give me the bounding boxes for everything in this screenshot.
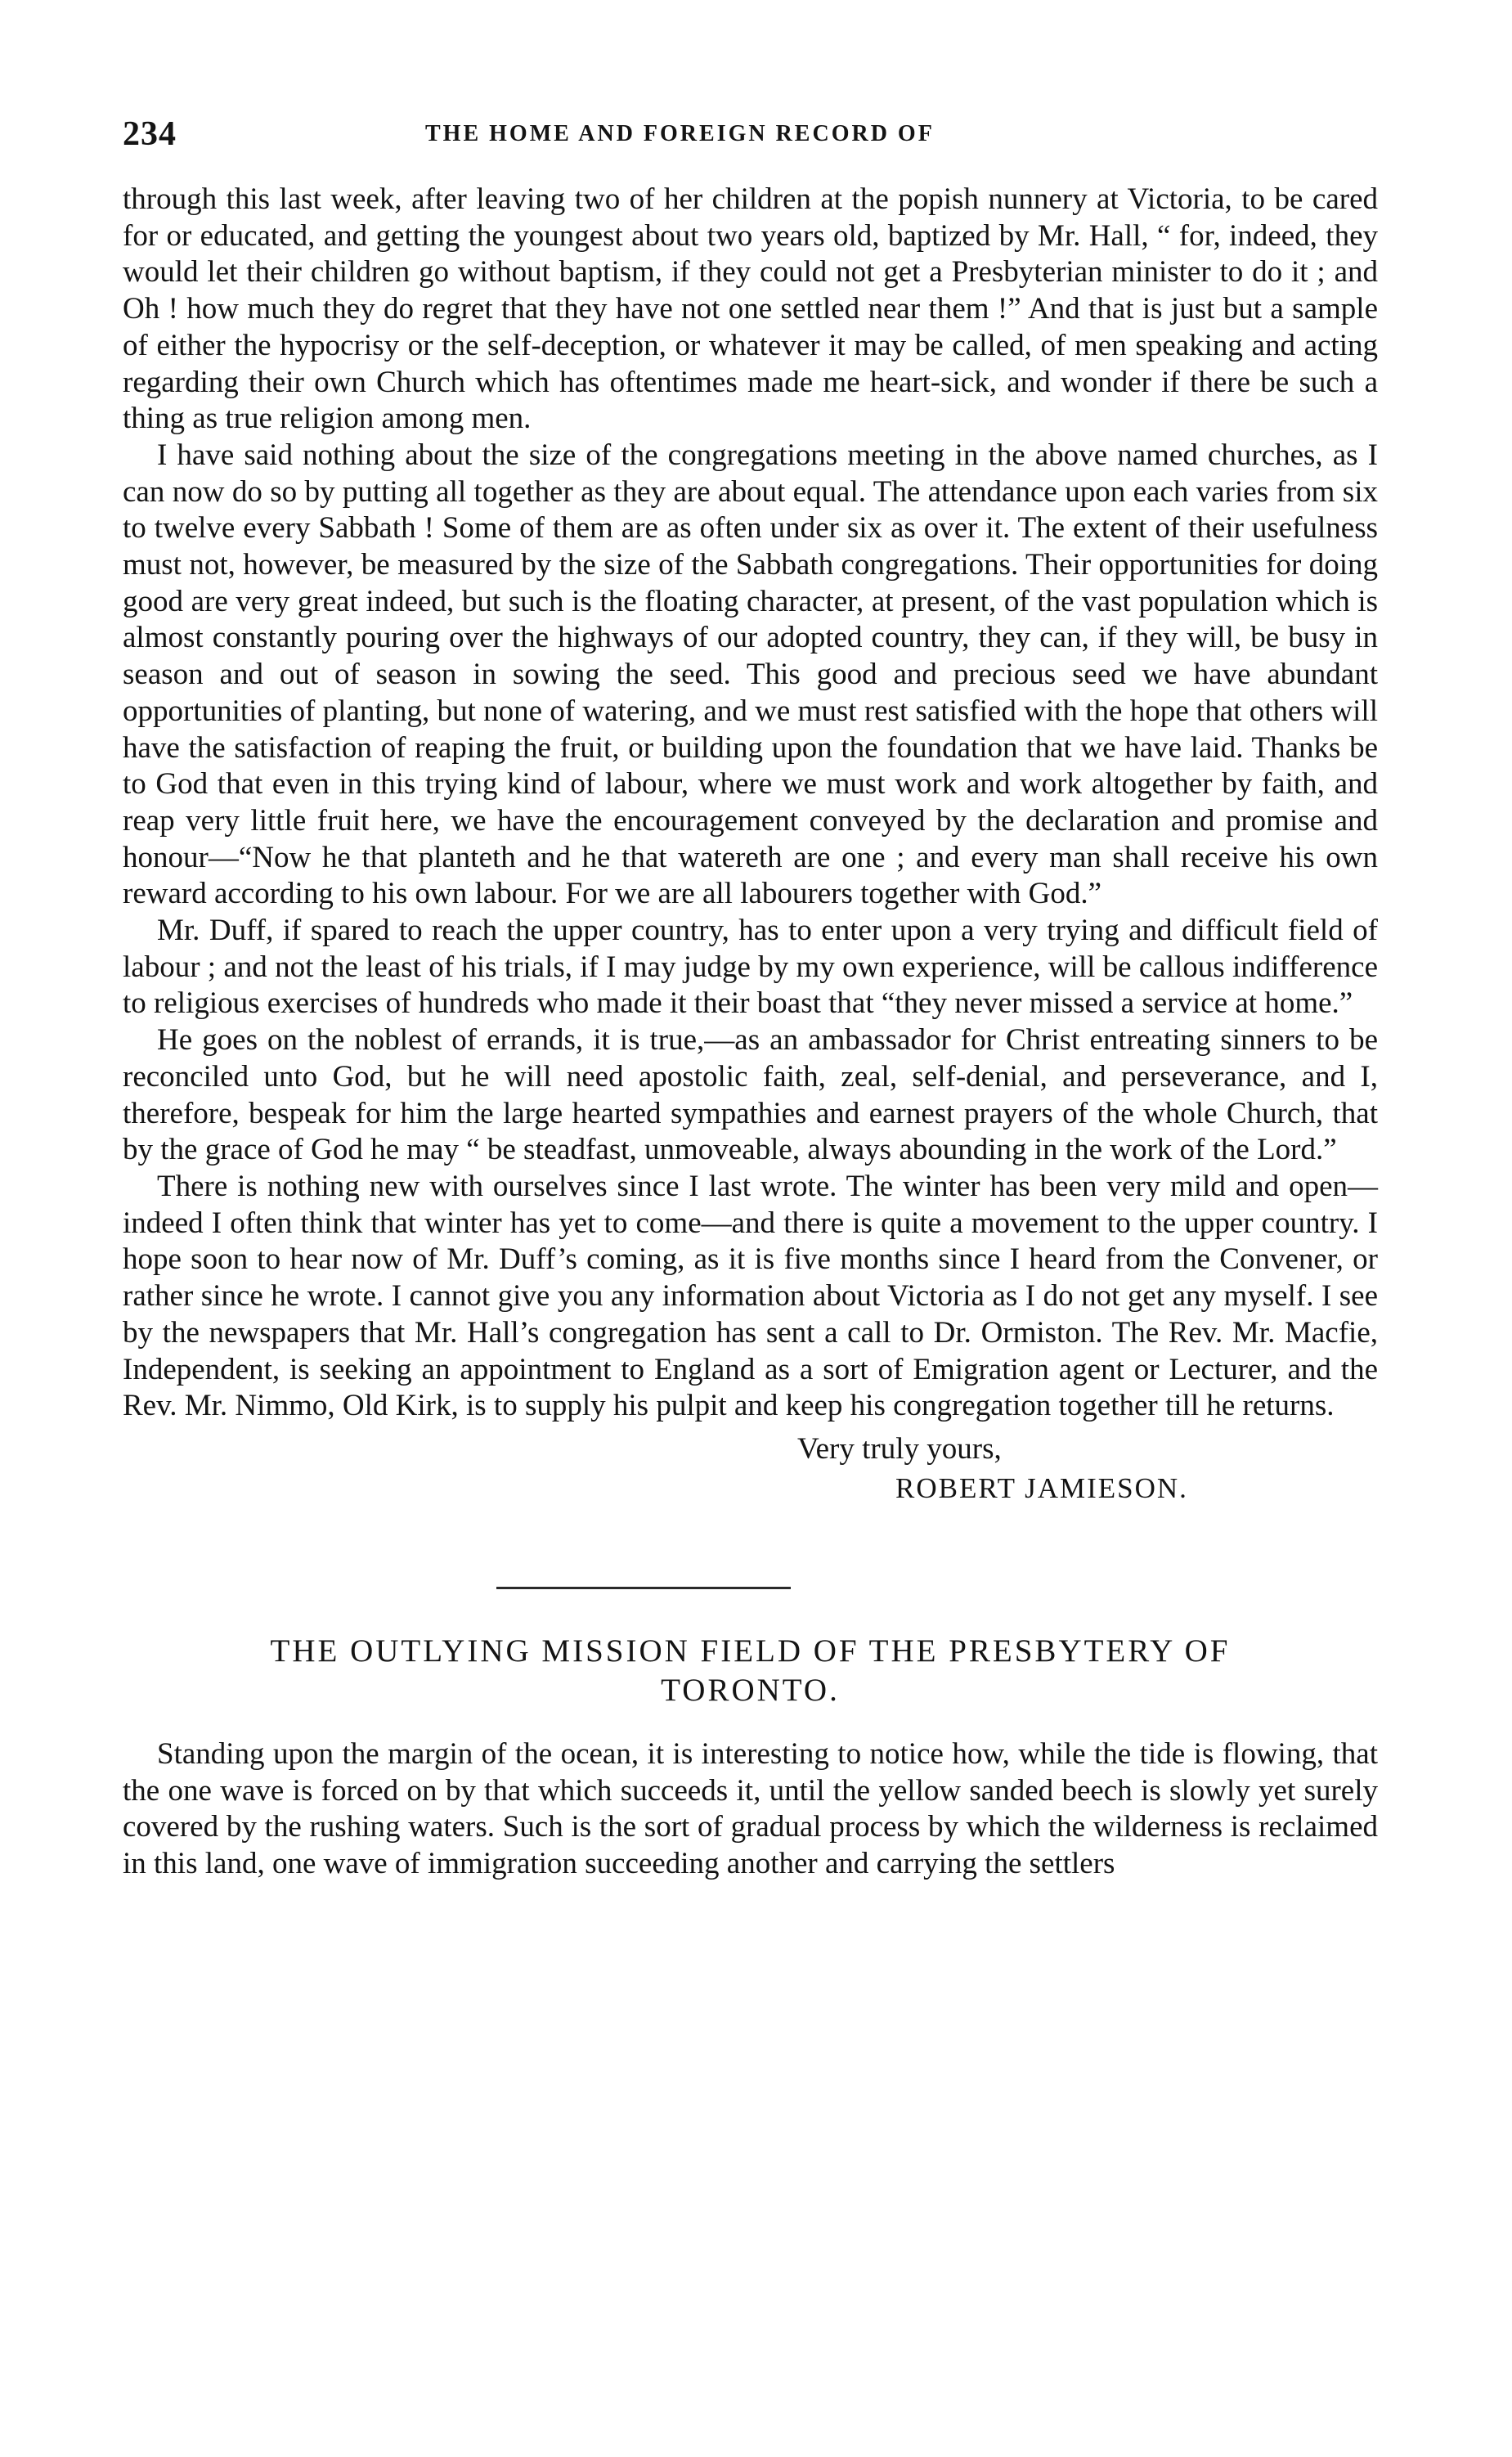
section-heading-line-1: THE OUTLYING MISSION FIELD OF THE PRESBYTERY OF — [270, 1633, 1231, 1669]
page-number: 234 — [123, 115, 177, 153]
running-header — [123, 115, 1378, 164]
section-paragraph-1: Standing upon the margin of the ocean, it is interesting to notice how, while the tide is flowing, that the one wave is forced on by that which succeeds it, until the yellow sanded beech is slowly yet surely covered by the rushing waters. Such is the sort of gradual process by which the wilderness is reclaimed in this land, one wave of immigration succeeding another and carrying the settlers — [123, 1736, 1378, 1881]
letter-paragraph-3: Mr. Duff, if spared to reach the upper country, has to enter upon a very trying and difficult field of labour ; and not the least of his trials, if I may judge by my own experience, will be callous indifference to religious exercises of hundreds who made it their boast that “they never missed a service at home.” — [123, 914, 1378, 1021]
letter-body — [123, 182, 1378, 1425]
letter-closing: Very truly yours, — [797, 1431, 1002, 1466]
letter-paragraph-4: He goes on the noblest of errands, it is true,—as an ambassador for Christ entreating sinners to be reconciled unto God, but he will need apostolic faith, zeal, self-denial, and perseverance, and I, therefore, bespeak for him the large hearted sympathies and earnest prayers of the whole Church, that by the grace of God he may “ be steadfast, unmoveable, always abounding in the work of the Lord.” — [123, 1023, 1378, 1167]
section-heading-line-2: TORONTO. — [661, 1672, 840, 1708]
letter-paragraph-2: I have said nothing about the size of the congregations meeting in the above named churches, as I can now do so by putting all together as they are about equal. The attendance upon each varies from six to twelve every Sabbath ! Some of them are as often under six as over it. The extent of their usefulness must not, however, be measured by the size of the Sabbath congregations. Their opportunities for doing good are very great indeed, but such is the floating character, at present, of the vast population which is almost constantly pouring over the highways of our adopted country, they can, if they will, be busy in season and out of season in sowing the seed. This good and precious seed we have abundant opportunities of planting, but none of watering, and we must rest satisfied with the hope that others will have the satisfaction of reaping the fruit, or building upon the foundation that we have laid. Thanks be to God that even in this trying kind of labour, where we must work and work altogether by faith, and reap very little fruit here, we have the encouragement conveyed by the declaration and promise and honour—“Now he that planteth and he that watereth are one ; and every man shall receive his own reward according to his own labour. For we are all labourers together with God.” — [123, 438, 1378, 911]
running-title: THE HOME AND FOREIGN RECORD OF — [425, 121, 935, 146]
letter-paragraph-1: through this last week, after leaving two of her children at the popish nunnery at Victoria, to be cared for or educated, and getting the youngest about two years old, baptized by Mr. Hall, “ for, indeed, they would let their children go without baptism, if they could not get a Presbyterian minister to do it ; and Oh ! how much they do regret that they have not one settled near them !” And that is just but a sample of either the hypocrisy or the self-deception, or whatever it may be called, of men speaking and acting regarding their own Church which has oftentimes made me heart-sick, and wonder if there be such a thing as true religion among men. — [123, 182, 1378, 436]
section-heading — [123, 1632, 1378, 1710]
document-page — [123, 115, 1378, 1883]
section-divider — [496, 1587, 791, 1589]
letter-signature: ROBERT JAMIESON. — [895, 1471, 1188, 1504]
section-body — [123, 1736, 1378, 1883]
letter-paragraph-5: There is nothing new with ourselves since I last wrote. The winter has been very mild and open—indeed I often think that winter has yet to come—and there is quite a movement to the upper country. I hope soon to hear now of Mr. Duff’s coming, as it is five months since I heard from the Convener, or rather since he wrote. I cannot give you any information about Victoria as I do not get any myself. I see by the newspapers that Mr. Hall’s congregation has sent a call to Dr. Ormiston. The Rev. Mr. Macfie, Independent, is seeking an appointment to England as a sort of Emigration agent or Lecturer, and the Rev. Mr. Nimmo, Old Kirk, is to supply his pulpit and keep his congregation together till he returns. — [123, 1169, 1378, 1423]
